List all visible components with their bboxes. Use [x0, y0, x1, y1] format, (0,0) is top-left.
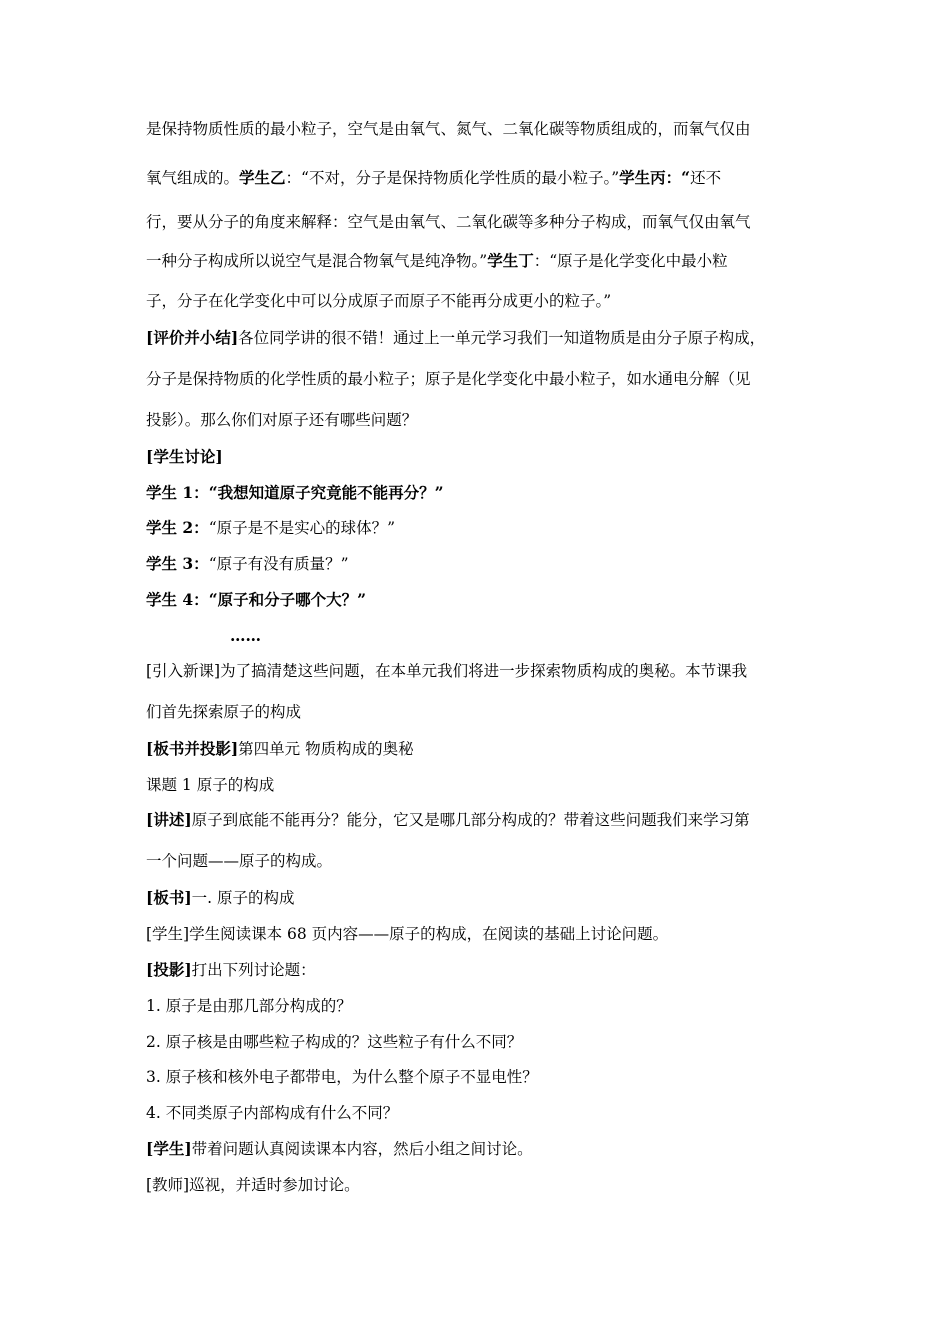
speaker-label: 学生丁 [487, 251, 534, 270]
speaker-label: 学生 1： [146, 483, 209, 502]
paragraph-line [146, 850, 332, 872]
paragraph-line [146, 250, 728, 272]
text: 投影）。那么你们对原子还有哪些问题？ [146, 411, 418, 429]
section-tag: [板书并投影] [146, 739, 239, 758]
text: 一种分子构成所以说空气是混合物氧气是纯净物。” [146, 252, 488, 270]
student-question [146, 482, 444, 504]
speaker-label: 学生 4： [146, 590, 209, 609]
text: 打出下列讨论题： [191, 961, 316, 979]
paragraph-line [146, 118, 751, 140]
text: 各位同学讲的很不错！通过上一单元学习我们一知道物质是由分子原子构成， [238, 329, 766, 347]
text: 一. 原子的构成 [191, 889, 295, 907]
text: 分子是保持物质的化学性质的最小粒子；原子是化学变化中最小粒子，如水通电分解（见 [146, 370, 751, 388]
text: [引入新课]为了搞清楚这些问题，在本单元我们将进一步探索物质构成的奥秘。本节课我 [146, 662, 748, 680]
paragraph-line [146, 409, 417, 431]
text: 第四单元 物质构成的奥秘 [238, 740, 414, 758]
paragraph-line [146, 290, 611, 312]
paragraph-line [146, 959, 316, 981]
text: “原子和分子哪个大？” [208, 590, 367, 609]
text: “原子是不是实心的球体？” [208, 519, 396, 537]
ellipsis: …… [230, 626, 261, 645]
text: 带着问题认真阅读课本内容，然后小组之间讨论。 [191, 1140, 533, 1158]
paragraph-line [146, 809, 750, 831]
speaker-label: 学生 2： [146, 518, 209, 537]
text: [学生]学生阅读课本 68 页内容——原子的构成，在阅读的基础上讨论问题。 [146, 925, 669, 943]
student-question [146, 589, 366, 611]
list-item: 1. 原子是由那几部分构成的？ [146, 997, 352, 1015]
list-item: 4. 不同类原子内部构成有什么不同？ [146, 1104, 399, 1122]
paragraph-line [146, 167, 721, 189]
section-tag: [板书] [146, 888, 192, 907]
text: ：“原子是化学变化中最小粒 [533, 252, 728, 270]
text: 一个问题——原子的构成。 [146, 852, 333, 870]
student-question [146, 553, 349, 575]
section-tag: [评价并小结] [146, 328, 239, 347]
section-tag: [学生] [146, 1139, 192, 1158]
speaker-label: 学生丙：“ [619, 168, 691, 187]
text: 是保持物质性质的最小粒子，空气是由氧气、氮气、二氧化碳等物质组成的，而氧气仅由 [146, 120, 751, 138]
text: 氧气组成的。 [146, 169, 240, 187]
section-tag: [讲述] [146, 810, 192, 829]
paragraph-line [146, 1174, 360, 1196]
text: 行，要从分子的角度来解释：空气是由氧气、二氧化碳等多种分子构成，而氧气仅由氧气 [146, 213, 751, 231]
section-tag: [学生讨论] [146, 447, 223, 466]
text: 原子到底能不能再分？能分，它又是哪几部分构成的？带着这些问题我们来学习第 [191, 811, 750, 829]
paragraph-line [146, 923, 668, 945]
text: 还不 [690, 169, 722, 187]
text: “原子有没有质量？” [208, 555, 349, 573]
lesson-title: 课题 1 原子的构成 [146, 776, 275, 794]
speaker-label: 学生乙 [239, 168, 286, 187]
speaker-label: 学生 3： [146, 554, 209, 573]
text: “我想知道原子究竟能不能再分？” [208, 483, 444, 502]
paragraph-line [146, 887, 295, 909]
paragraph-line [146, 327, 765, 349]
text: ：“不对，分子是保持物质化学性质的最小粒子。” [285, 169, 620, 187]
section-tag: [投影] [146, 960, 192, 979]
text: 们首先探索原子的构成 [146, 703, 302, 721]
text: [教师]巡视，并适时参加讨论。 [146, 1176, 360, 1194]
text: 子，分子在化学变化中可以分成原子而原子不能再分成更小的粒子。” [146, 292, 612, 310]
list-item: 3. 原子核和核外电子都带电，为什么整个原子不显电性？ [146, 1068, 538, 1086]
paragraph-line [146, 738, 414, 760]
paragraph-line [146, 368, 751, 390]
paragraph-line [146, 701, 301, 723]
paragraph-line [146, 1138, 533, 1160]
list-item: 2. 原子核是由哪些粒子构成的？这些粒子有什么不同？ [146, 1033, 523, 1051]
paragraph-line [146, 211, 751, 233]
student-question [146, 517, 395, 539]
paragraph-line [146, 660, 747, 682]
